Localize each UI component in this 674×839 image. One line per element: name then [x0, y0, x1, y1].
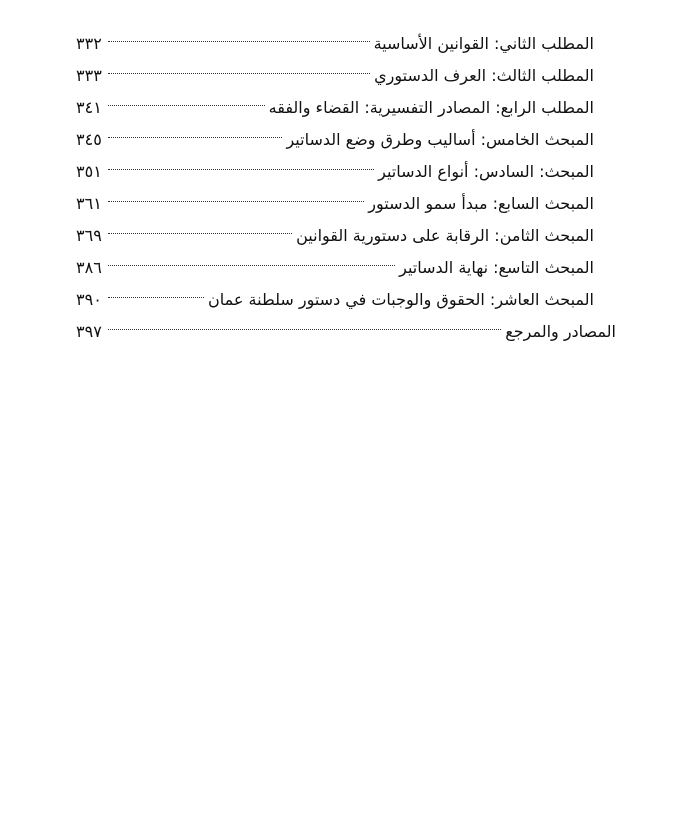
toc-page-number: ٣٣٣	[76, 66, 102, 85]
toc-entry-ninth-section	[76, 252, 594, 284]
toc-entry-sixth-section	[76, 156, 594, 188]
table-of-contents	[0, 28, 674, 348]
toc-page-number: ٣٩٠	[76, 290, 102, 309]
toc-entry-fourth-requirement	[76, 92, 594, 124]
toc-entry-sources-and-references	[76, 316, 616, 348]
dotted-leader	[108, 329, 501, 330]
toc-entry-title: المطلب الرابع: المصادر التفسيرية: القضاء والفقه	[268, 98, 594, 117]
toc-entry-tenth-section	[76, 284, 594, 316]
toc-entry-title: المصادر والمرجع	[505, 322, 616, 341]
dotted-leader	[108, 201, 364, 202]
dotted-leader	[108, 233, 292, 234]
dotted-leader	[108, 265, 395, 266]
toc-entry-seventh-section	[76, 188, 594, 220]
dotted-leader	[108, 297, 204, 298]
dotted-leader	[108, 41, 370, 42]
toc-entry-title: المبحث التاسع: نهاية الدساتير	[399, 258, 594, 277]
toc-entry-title: المبحث الخامس: أساليب وطرق وضع الدساتير	[286, 130, 594, 149]
toc-page-number: ٣٤١	[76, 98, 102, 117]
toc-page-number: ٣٣٢	[76, 34, 102, 53]
dotted-leader	[108, 73, 370, 74]
toc-entry-title: المبحث السابع: مبدأ سمو الدستور	[368, 194, 594, 213]
toc-page-number: ٣٥١	[76, 162, 102, 181]
dotted-leader	[108, 137, 282, 138]
toc-page-number: ٣٤٥	[76, 130, 102, 149]
toc-entry-second-requirement	[76, 28, 594, 60]
toc-entry-third-requirement	[76, 60, 594, 92]
toc-entry-title: المبحث الثامن: الرقابة على دستورية القوانين	[296, 226, 594, 245]
toc-entry-title: المبحث العاشر: الحقوق والوجبات في دستور سلطنة عمان	[208, 290, 594, 309]
toc-entry-title: المطلب الثالث: العرف الدستوري	[374, 66, 594, 85]
toc-page-number: ٣٦٩	[76, 226, 102, 245]
toc-entry-fifth-section	[76, 124, 594, 156]
toc-entry-eighth-section	[76, 220, 594, 252]
toc-page-number: ٣٦١	[76, 194, 102, 213]
toc-page-number: ٣٩٧	[76, 322, 102, 341]
toc-entry-title: المطلب الثاني: القوانين الأساسية	[373, 34, 594, 53]
dotted-leader	[108, 169, 374, 170]
dotted-leader	[108, 105, 265, 106]
toc-entry-title: المبحث: السادس: أنواع الدساتير	[378, 162, 594, 181]
toc-page-number: ٣٨٦	[76, 258, 102, 277]
